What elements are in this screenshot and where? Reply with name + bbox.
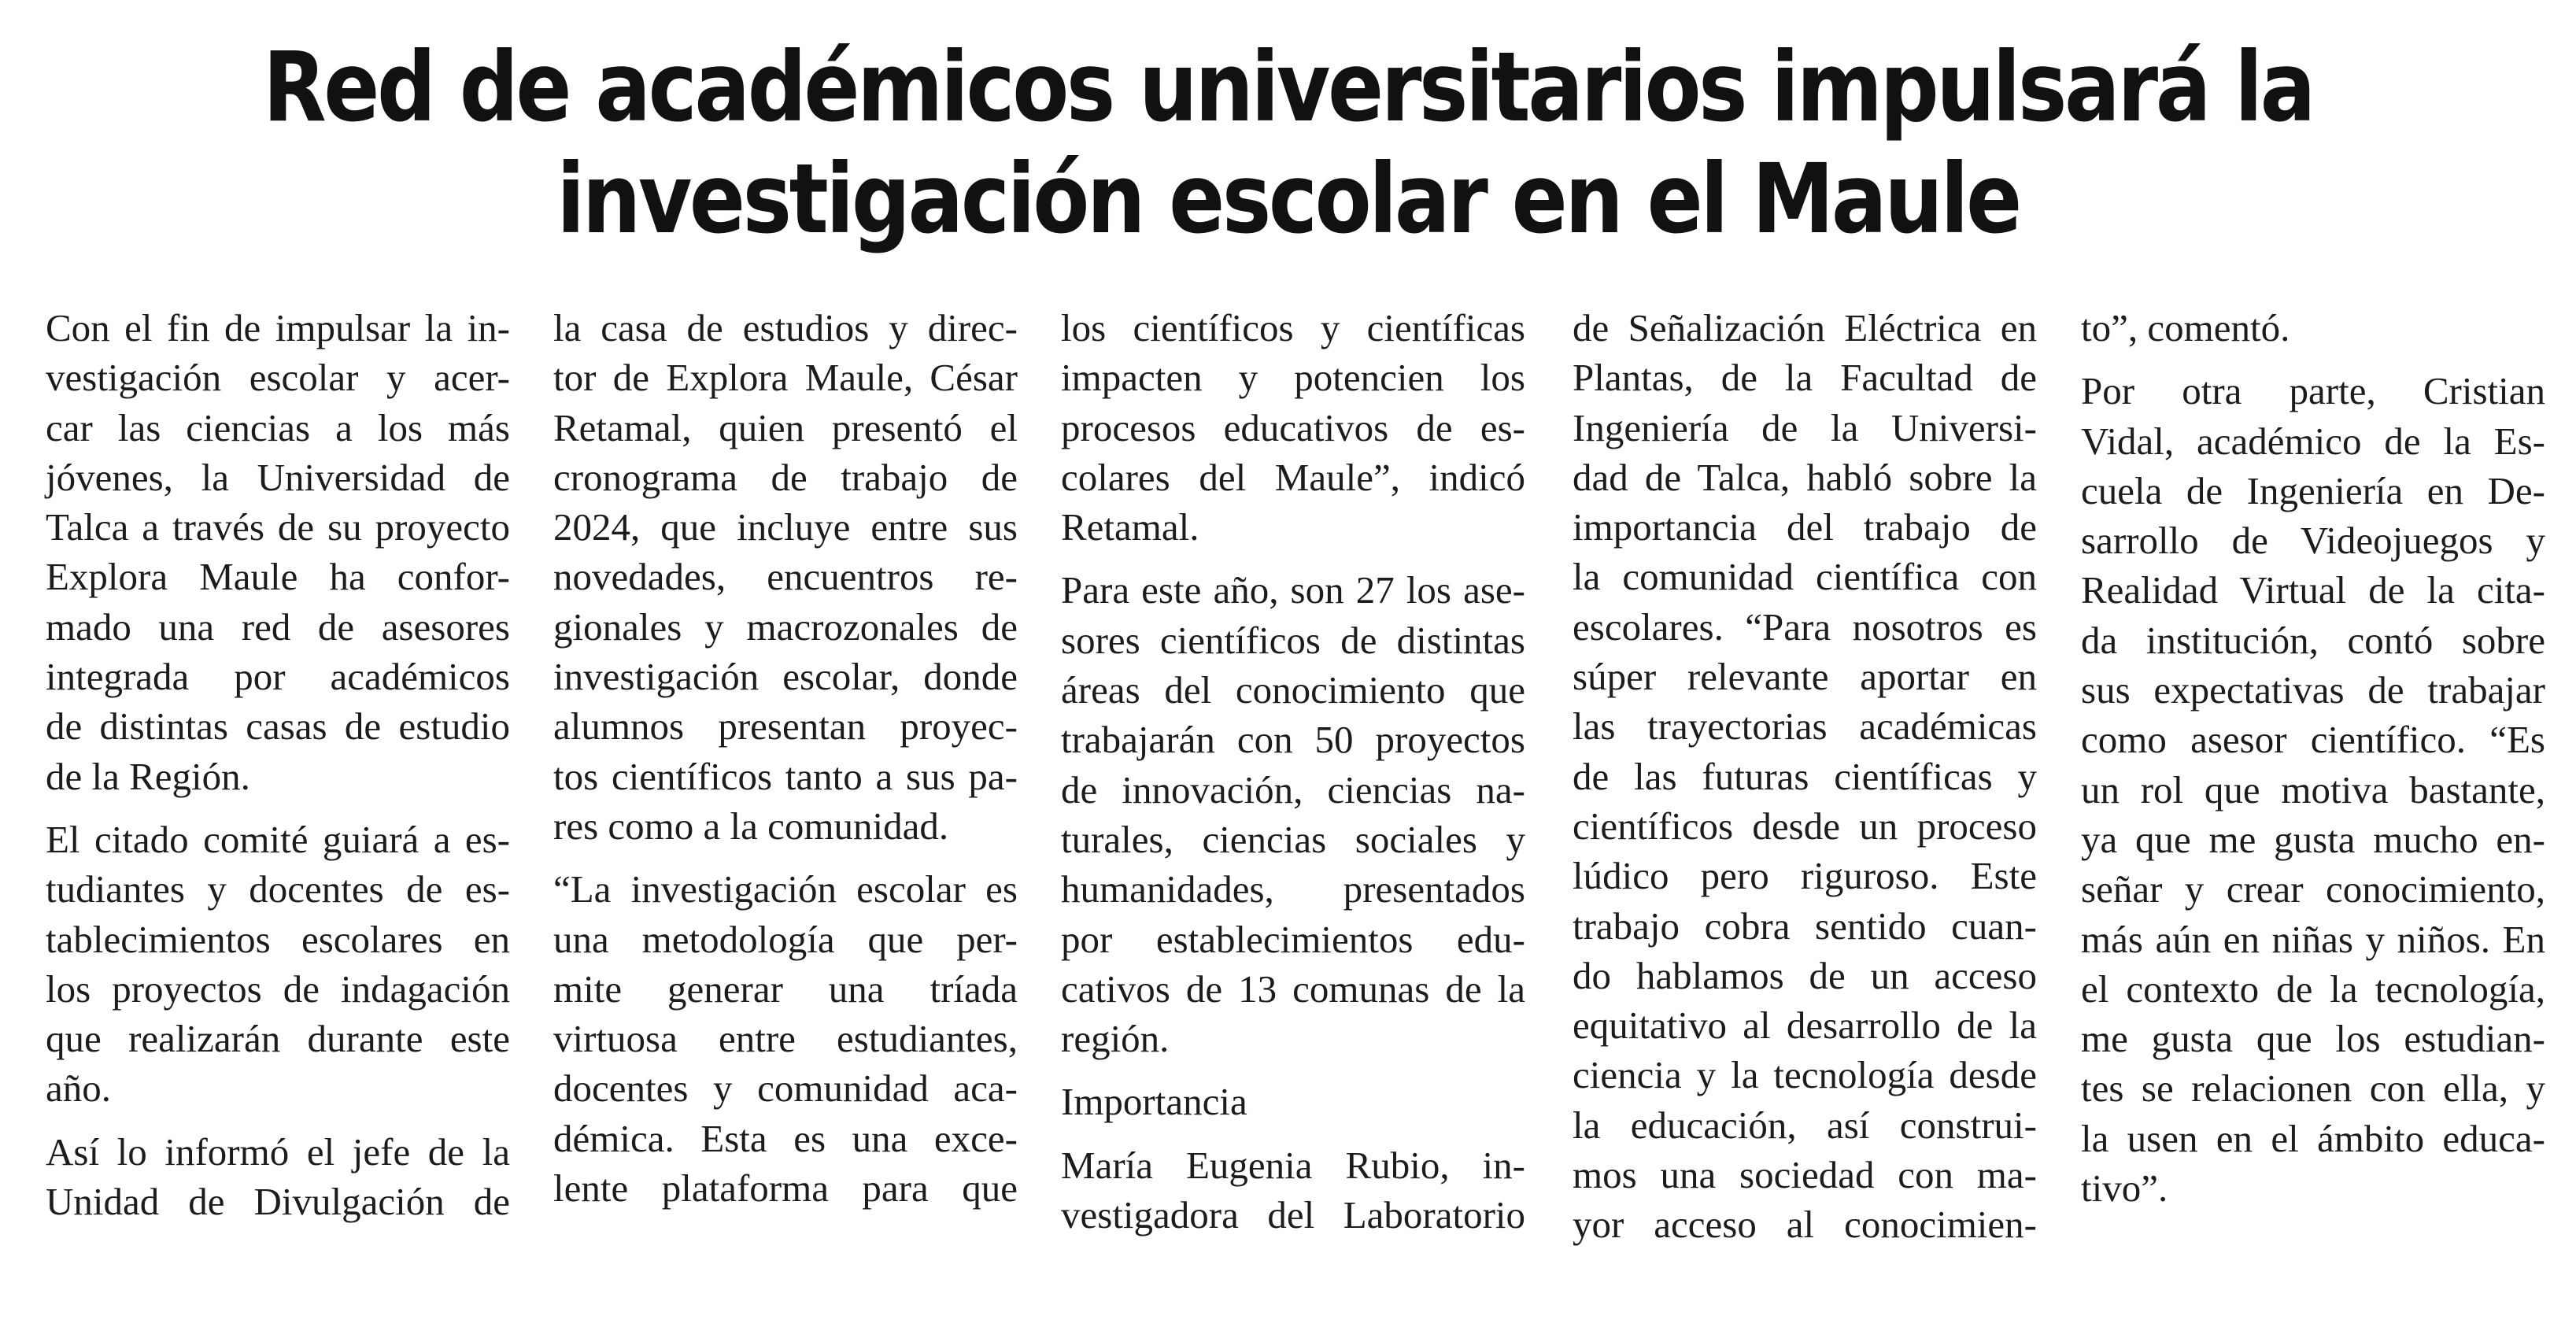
article-line: lente plataforma para que	[553, 1166, 1018, 1211]
article-line: ciencia y la tecnología desde	[1573, 1053, 2037, 1097]
article-line: Por otra parte, Cristian	[2081, 369, 2545, 413]
article-line: Importancia	[1061, 1080, 1247, 1124]
article-line: importancia del trabajo de	[1573, 505, 2037, 549]
article-line: res como a la comunidad.	[553, 804, 949, 848]
article-line: un rol que motiva bastante,	[2081, 767, 2545, 811]
article-line: impacten y potencien los	[1061, 356, 1525, 400]
article-line: Plantas, de la Facultad de	[1573, 356, 2037, 400]
article-column-2	[553, 303, 1018, 1213]
article-line: como asesor científico. “Es	[2081, 718, 2545, 762]
article-line: tes se relacionen con ella, y	[2081, 1066, 2545, 1111]
article-line: humanidades, presentados	[1061, 867, 1525, 911]
article-line: que realizarán durante este	[46, 1017, 510, 1061]
article-line: escolares. “Para nosotros es	[1573, 604, 2037, 649]
article-line: trabajo cobra sentido cuan-	[1573, 904, 2037, 948]
article-line: de las futuras científicas y	[1573, 754, 2037, 798]
article-line: me gusta que los estudian-	[2081, 1017, 2545, 1061]
article-line: “La investigación escolar es	[553, 867, 1018, 911]
article-line: mite generar una tríada	[553, 967, 1018, 1011]
article-line: por establecimientos edu-	[1061, 917, 1525, 961]
article-line: vestigación escolar y acer-	[46, 356, 510, 400]
article-line: la usen en el ámbito educa-	[2081, 1116, 2545, 1160]
article-line: yor acceso al conocimien-	[1573, 1203, 2037, 1247]
headline-line-2: investigación escolar en el Maule	[556, 143, 2020, 255]
article-line: Para este año, son 27 los ase-	[1061, 568, 1525, 612]
article-line: El citado comité guiará a es-	[46, 817, 510, 861]
article-line: región.	[1061, 1017, 1170, 1061]
article-line: novedades, encuentros re-	[553, 555, 1018, 599]
article-line: Retamal.	[1061, 505, 1199, 549]
article-line: Ingeniería de la Universi-	[1573, 405, 2037, 449]
article-paragraph	[2081, 303, 2545, 353]
headline-line-1: Red de académicos universitarios impulsará la	[262, 31, 2314, 143]
article-line: 2024, que incluye entre sus	[553, 505, 1018, 549]
article-line: investigación escolar, donde	[553, 655, 1018, 699]
article-paragraph	[1061, 1077, 1525, 1126]
article-line: las trayectorias académicas	[1573, 704, 2037, 749]
article-line: turales, ciencias sociales y	[1061, 817, 1525, 861]
article-line: tivo”.	[2081, 1166, 2168, 1211]
article-column-1	[46, 303, 510, 1226]
article-line: una metodología que per-	[553, 917, 1018, 961]
article-line: áreas del conocimiento que	[1061, 668, 1525, 712]
article-line: gionales y macrozonales de	[553, 604, 1018, 649]
article-column-5	[2081, 303, 2545, 1213]
article-line: de distintas casas de estudio	[46, 704, 510, 749]
article-line: de la Región.	[46, 754, 250, 798]
article-line: tos científicos tanto a sus pa-	[553, 754, 1018, 798]
article-paragraph	[1061, 1140, 1525, 1240]
article-line: tudiantes y docentes de es-	[46, 867, 510, 911]
article-line: año.	[46, 1066, 111, 1111]
headline	[248, 31, 2328, 255]
article-line: sarrollo de Videojuegos y	[2081, 519, 2545, 563]
article-line: la educación, así construi-	[1573, 1103, 2037, 1147]
article-line: equitativo al desarrollo de la	[1573, 1004, 2037, 1048]
article-line: tor de Explora Maule, César	[553, 356, 1018, 400]
article-paragraph	[1061, 303, 1525, 552]
article-paragraph	[46, 815, 510, 1114]
article-line: Retamal, quien presentó el	[553, 405, 1018, 449]
article-line: Unidad de Divulgación de	[46, 1180, 510, 1224]
article-line: démica. Esta es una exce-	[553, 1116, 1018, 1160]
article-line: sores científicos de distintas	[1061, 618, 1525, 662]
article-paragraph	[553, 303, 1018, 851]
article-line: colares del Maule”, indicó	[1061, 455, 1525, 499]
article-line: de Señalización Eléctrica en	[1573, 306, 2037, 349]
article-line: trabajarán con 50 proyectos	[1061, 718, 1525, 762]
article-line: Explora Maule ha confor-	[46, 555, 510, 599]
article-line: do hablamos de un acceso	[1573, 953, 2037, 997]
article-line: jóvenes, la Universidad de	[46, 455, 510, 499]
article-line: integrada por académicos	[46, 655, 510, 699]
article-line: dad de Talca, habló sobre la	[1573, 455, 2037, 499]
article-line: la comunidad científica con	[1573, 555, 2037, 599]
article-line: alumnos presentan proyec-	[553, 704, 1018, 749]
article-line: docentes y comunidad aca-	[553, 1066, 1018, 1111]
article-column-3	[1061, 303, 1525, 1240]
article-line: da institución, contó sobre	[2081, 618, 2545, 662]
article-line: Realidad Virtual de la cita-	[2081, 568, 2545, 612]
article-line: de innovación, ciencias na-	[1061, 767, 1525, 811]
article-line: Así lo informó el jefe de la	[46, 1129, 510, 1174]
article-paragraph	[1061, 565, 1525, 1063]
article-line: Con el fin de impulsar la in-	[46, 306, 510, 349]
article-line: la casa de estudios y direc-	[553, 306, 1018, 349]
article-line: cronograma de trabajo de	[553, 455, 1018, 499]
article-line: procesos educativos de es-	[1061, 405, 1525, 449]
article-line: sus expectativas de trabajar	[2081, 668, 2545, 712]
article-line: ya que me gusta mucho en-	[2081, 817, 2545, 861]
article-paragraph	[46, 303, 510, 801]
article-line: mos una sociedad con ma-	[1573, 1153, 2037, 1197]
article-column-4	[1573, 303, 2037, 1250]
article-paragraph	[553, 864, 1018, 1213]
article-line: tablecimientos escolares en	[46, 917, 510, 961]
article-line: Talca a través de su proyecto	[46, 505, 510, 549]
article-line: más aún en niñas y niños. En	[2081, 917, 2545, 961]
article-line: virtuosa entre estudiantes,	[553, 1017, 1018, 1061]
article-line: cativos de 13 comunas de la	[1061, 967, 1525, 1011]
article-line: súper relevante aportar en	[1573, 655, 2037, 699]
article-paragraph	[46, 1127, 510, 1227]
article-line: lúdico pero riguroso. Este	[1573, 854, 2037, 898]
article-line: los científicos y científicas	[1061, 306, 1525, 349]
article-paragraph	[2081, 366, 2545, 1213]
article-line: vestigadora del Laboratorio	[1061, 1193, 1525, 1237]
article-line: los proyectos de indagación	[46, 967, 510, 1011]
article-line: el contexto de la tecnología,	[2081, 967, 2545, 1011]
article-line: cuela de Ingeniería en De-	[2081, 468, 2545, 512]
article-paragraph	[1573, 303, 2037, 1250]
article-line: científicos desde un proceso	[1573, 804, 2037, 848]
article-line: mado una red de asesores	[46, 604, 510, 649]
article-line: to”, comentó.	[2081, 306, 2290, 349]
article-line: Vidal, académico de la Es-	[2081, 419, 2545, 463]
article-line: María Eugenia Rubio, in-	[1061, 1143, 1525, 1187]
article-line: car las ciencias a los más	[46, 405, 510, 449]
article-line: señar y crear conocimiento,	[2081, 867, 2545, 911]
